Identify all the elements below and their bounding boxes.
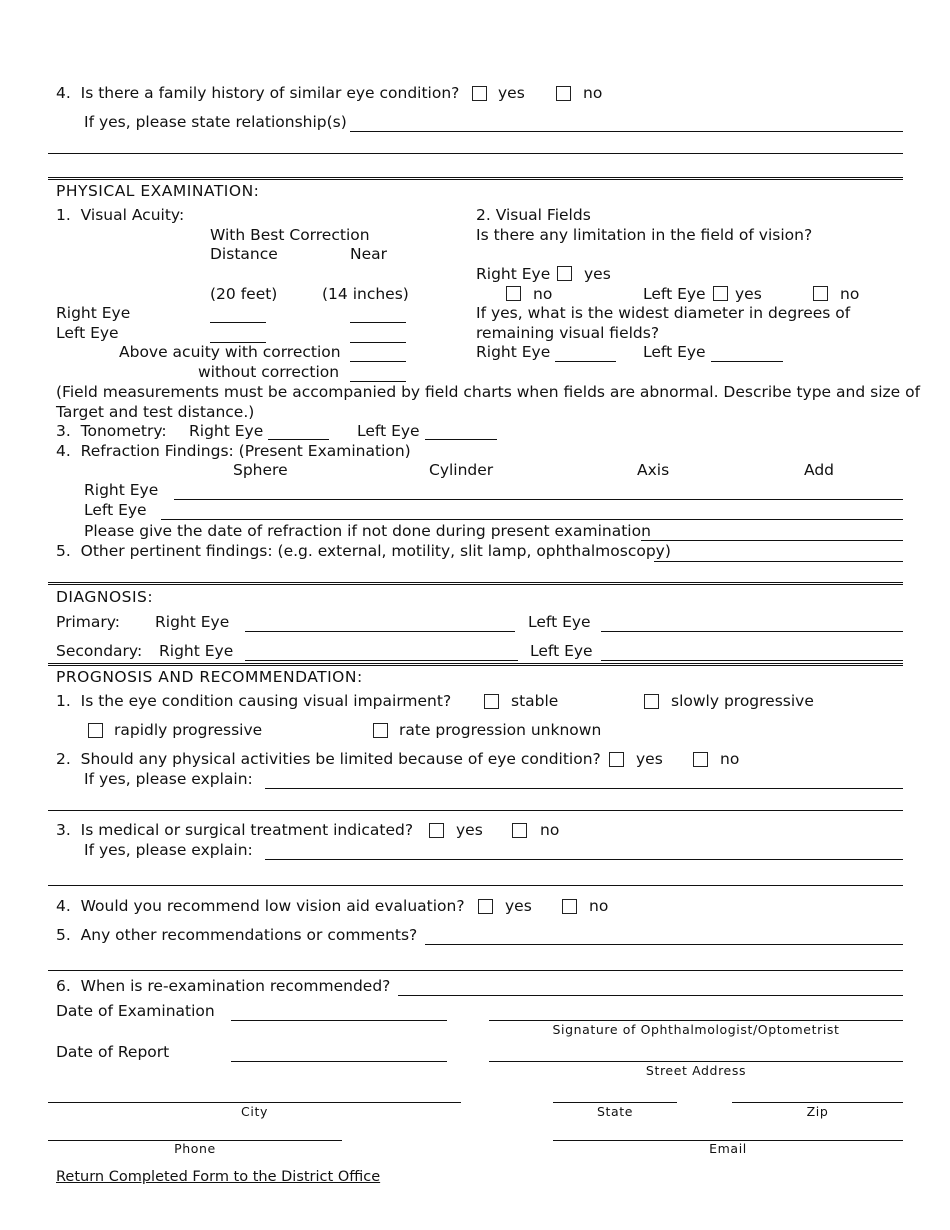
slowly-progressive-checkbox[interactable] bbox=[644, 694, 659, 709]
cylinder-header: Cylinder bbox=[429, 461, 494, 479]
refraction-date-label: Please give the date of refraction if not done during present examination bbox=[84, 522, 651, 540]
acuity-left-near-input[interactable] bbox=[350, 342, 406, 343]
tonometry-right-eye-label: Right Eye bbox=[189, 422, 264, 440]
secondary-left-input[interactable] bbox=[601, 660, 903, 661]
street-address-caption: Street Address bbox=[645, 1063, 747, 1078]
state-input[interactable] bbox=[553, 1102, 677, 1103]
rate-unknown-checkbox[interactable] bbox=[373, 723, 388, 738]
family-history-yes-checkbox[interactable] bbox=[472, 86, 487, 101]
zip-input[interactable] bbox=[732, 1102, 903, 1103]
near-label: Near bbox=[350, 245, 388, 263]
other-findings-label: 5. Other pertinent findings: (e.g. external, motility, slit lamp, ophthalmoscopy) bbox=[56, 542, 671, 560]
divider bbox=[48, 885, 903, 886]
refraction-label: 4. Refraction Findings: (Present Examination) bbox=[56, 442, 411, 460]
axis-header: Axis bbox=[637, 461, 670, 479]
fields-left-yes-checkbox[interactable] bbox=[713, 286, 728, 301]
acuity-right-distance-input[interactable] bbox=[210, 322, 266, 323]
phone-caption: Phone bbox=[174, 1141, 216, 1156]
city-input[interactable] bbox=[48, 1102, 461, 1103]
treatment-explain-label: If yes, please explain: bbox=[84, 841, 253, 859]
low-vision-yes-label: yes bbox=[505, 897, 532, 915]
field-note-line-1: (Field measurements must be accompanied by field charts when fields are abnormal. Describe type and size of bbox=[56, 383, 921, 401]
reexam-input[interactable] bbox=[398, 995, 903, 996]
reexam-question: 6. When is re-examination recommended? bbox=[56, 977, 391, 995]
widest-left-input[interactable] bbox=[711, 361, 783, 362]
tonometry-right-input[interactable] bbox=[268, 439, 329, 440]
activities-explain-input[interactable] bbox=[265, 788, 903, 789]
primary-right-input[interactable] bbox=[245, 631, 515, 632]
section-divider bbox=[48, 177, 903, 180]
fields-right-yes-label: yes bbox=[584, 265, 611, 283]
refraction-right-input[interactable] bbox=[174, 499, 903, 500]
treatment-no-checkbox[interactable] bbox=[512, 823, 527, 838]
date-of-report-label: Date of Report bbox=[56, 1043, 170, 1061]
fields-left-eye-label: Left Eye bbox=[643, 285, 706, 303]
fields-left-no-checkbox[interactable] bbox=[813, 286, 828, 301]
tonometry-left-eye-label: Left Eye bbox=[357, 422, 420, 440]
low-vision-no-label: no bbox=[589, 897, 609, 915]
treatment-question: 3. Is medical or surgical treatment indicated? bbox=[56, 821, 414, 839]
date-of-exam-label: Date of Examination bbox=[56, 1002, 215, 1020]
inches-label: (14 inches) bbox=[322, 285, 409, 303]
tonometry-label: 3. Tonometry: bbox=[56, 422, 167, 440]
city-caption: City bbox=[241, 1104, 268, 1119]
divider bbox=[48, 153, 903, 154]
physical-exam-heading: PHYSICAL EXAMINATION: bbox=[56, 182, 260, 200]
relationship-label: If yes, please state relationship(s) bbox=[84, 113, 347, 131]
treatment-yes-label: yes bbox=[456, 821, 483, 839]
zip-caption: Zip bbox=[806, 1104, 829, 1119]
without-correction-label: without correction bbox=[198, 363, 340, 381]
low-vision-yes-checkbox[interactable] bbox=[478, 899, 493, 914]
signature-input[interactable] bbox=[489, 1020, 903, 1021]
visual-fields-title: 2. Visual Fields bbox=[476, 206, 591, 224]
date-of-report-input[interactable] bbox=[231, 1061, 447, 1062]
acuity-left-eye-label: Left Eye bbox=[56, 324, 119, 342]
activities-no-checkbox[interactable] bbox=[693, 752, 708, 767]
field-note-line-2: Target and test distance.) bbox=[56, 403, 255, 421]
feet-label: (20 feet) bbox=[210, 285, 278, 303]
refraction-left-input[interactable] bbox=[161, 519, 903, 520]
date-of-exam-input[interactable] bbox=[231, 1020, 447, 1021]
refraction-left-eye-label: Left Eye bbox=[84, 501, 147, 519]
rapidly-progressive-label: rapidly progressive bbox=[114, 721, 263, 739]
street-address-input[interactable] bbox=[489, 1061, 903, 1062]
low-vision-question: 4. Would you recommend low vision aid evaluation? bbox=[56, 897, 465, 915]
with-correction-input[interactable] bbox=[350, 361, 406, 362]
stable-checkbox[interactable] bbox=[484, 694, 499, 709]
distance-label: Distance bbox=[210, 245, 278, 263]
prognosis-heading: PROGNOSIS AND RECOMMENDATION: bbox=[56, 668, 363, 686]
email-caption: Email bbox=[709, 1141, 747, 1156]
treatment-explain-input[interactable] bbox=[265, 859, 903, 860]
slowly-progressive-label: slowly progressive bbox=[671, 692, 814, 710]
section-divider bbox=[48, 663, 903, 666]
secondary-right-input[interactable] bbox=[245, 660, 518, 661]
primary-left-input[interactable] bbox=[601, 631, 903, 632]
activities-yes-label: yes bbox=[636, 750, 663, 768]
divider bbox=[48, 970, 903, 971]
fields-right-eye-label: Right Eye bbox=[476, 265, 551, 283]
divider bbox=[48, 810, 903, 811]
fields-right-yes-checkbox[interactable] bbox=[557, 266, 572, 281]
tonometry-left-input[interactable] bbox=[425, 439, 497, 440]
treatment-no-label: no bbox=[540, 821, 560, 839]
fields-left-yes-label: yes bbox=[735, 285, 762, 303]
return-instructions: Return Completed Form to the District Office bbox=[56, 1169, 381, 1185]
relationship-input-line[interactable] bbox=[350, 131, 903, 132]
low-vision-no-checkbox[interactable] bbox=[562, 899, 577, 914]
widest-left-eye-label: Left Eye bbox=[643, 343, 706, 361]
widest-right-eye-label: Right Eye bbox=[476, 343, 551, 361]
fields-right-no-label: no bbox=[533, 285, 553, 303]
secondary-left-eye-label: Left Eye bbox=[530, 642, 593, 660]
primary-label: Primary: bbox=[56, 613, 120, 631]
section-divider bbox=[48, 582, 903, 585]
widest-right-input[interactable] bbox=[555, 361, 616, 362]
secondary-right-eye-label: Right Eye bbox=[159, 642, 234, 660]
add-header: Add bbox=[804, 461, 835, 479]
other-recommendations-label: 5. Any other recommendations or comments? bbox=[56, 926, 418, 944]
widest-diameter-text-2: remaining visual fields? bbox=[476, 324, 660, 342]
primary-right-eye-label: Right Eye bbox=[155, 613, 230, 631]
visual-acuity-label: 1. Visual Acuity: bbox=[56, 206, 185, 224]
without-correction-input[interactable] bbox=[350, 381, 406, 382]
rate-unknown-label: rate progression unknown bbox=[399, 721, 602, 739]
diagnosis-heading: DIAGNOSIS: bbox=[56, 588, 154, 606]
activities-question: 2. Should any physical activities be limited because of eye condition? bbox=[56, 750, 601, 768]
family-history-question: 4. Is there a family history of similar eye condition? bbox=[56, 84, 460, 102]
above-acuity-label: Above acuity with correction bbox=[119, 343, 341, 361]
refraction-right-eye-label: Right Eye bbox=[84, 481, 159, 499]
sphere-header: Sphere bbox=[233, 461, 288, 479]
family-history-no-label: no bbox=[583, 84, 603, 102]
fields-left-no-label: no bbox=[840, 285, 860, 303]
primary-left-eye-label: Left Eye bbox=[528, 613, 591, 631]
impairment-question: 1. Is the eye condition causing visual impairment? bbox=[56, 692, 452, 710]
activities-no-label: no bbox=[720, 750, 740, 768]
family-history-no-checkbox[interactable] bbox=[556, 86, 571, 101]
activities-explain-label: If yes, please explain: bbox=[84, 770, 253, 788]
other-recommendations-input[interactable] bbox=[425, 944, 903, 945]
secondary-label: Secondary: bbox=[56, 642, 143, 660]
activities-yes-checkbox[interactable] bbox=[609, 752, 624, 767]
other-findings-input[interactable] bbox=[654, 561, 903, 562]
visual-fields-question: Is there any limitation in the field of vision? bbox=[476, 226, 813, 244]
signature-caption: Signature of Ophthalmologist/Optometrist bbox=[552, 1022, 840, 1037]
acuity-right-near-input[interactable] bbox=[350, 322, 406, 323]
stable-label: stable bbox=[511, 692, 559, 710]
fields-right-no-checkbox[interactable] bbox=[506, 286, 521, 301]
treatment-yes-checkbox[interactable] bbox=[429, 823, 444, 838]
family-history-yes-label: yes bbox=[498, 84, 525, 102]
acuity-right-eye-label: Right Eye bbox=[56, 304, 131, 322]
widest-diameter-text-1: If yes, what is the widest diameter in degrees of bbox=[476, 304, 851, 322]
rapidly-progressive-checkbox[interactable] bbox=[88, 723, 103, 738]
refraction-date-input[interactable] bbox=[641, 540, 903, 541]
state-caption: State bbox=[596, 1104, 634, 1119]
best-correction-label: With Best Correction bbox=[210, 226, 370, 244]
